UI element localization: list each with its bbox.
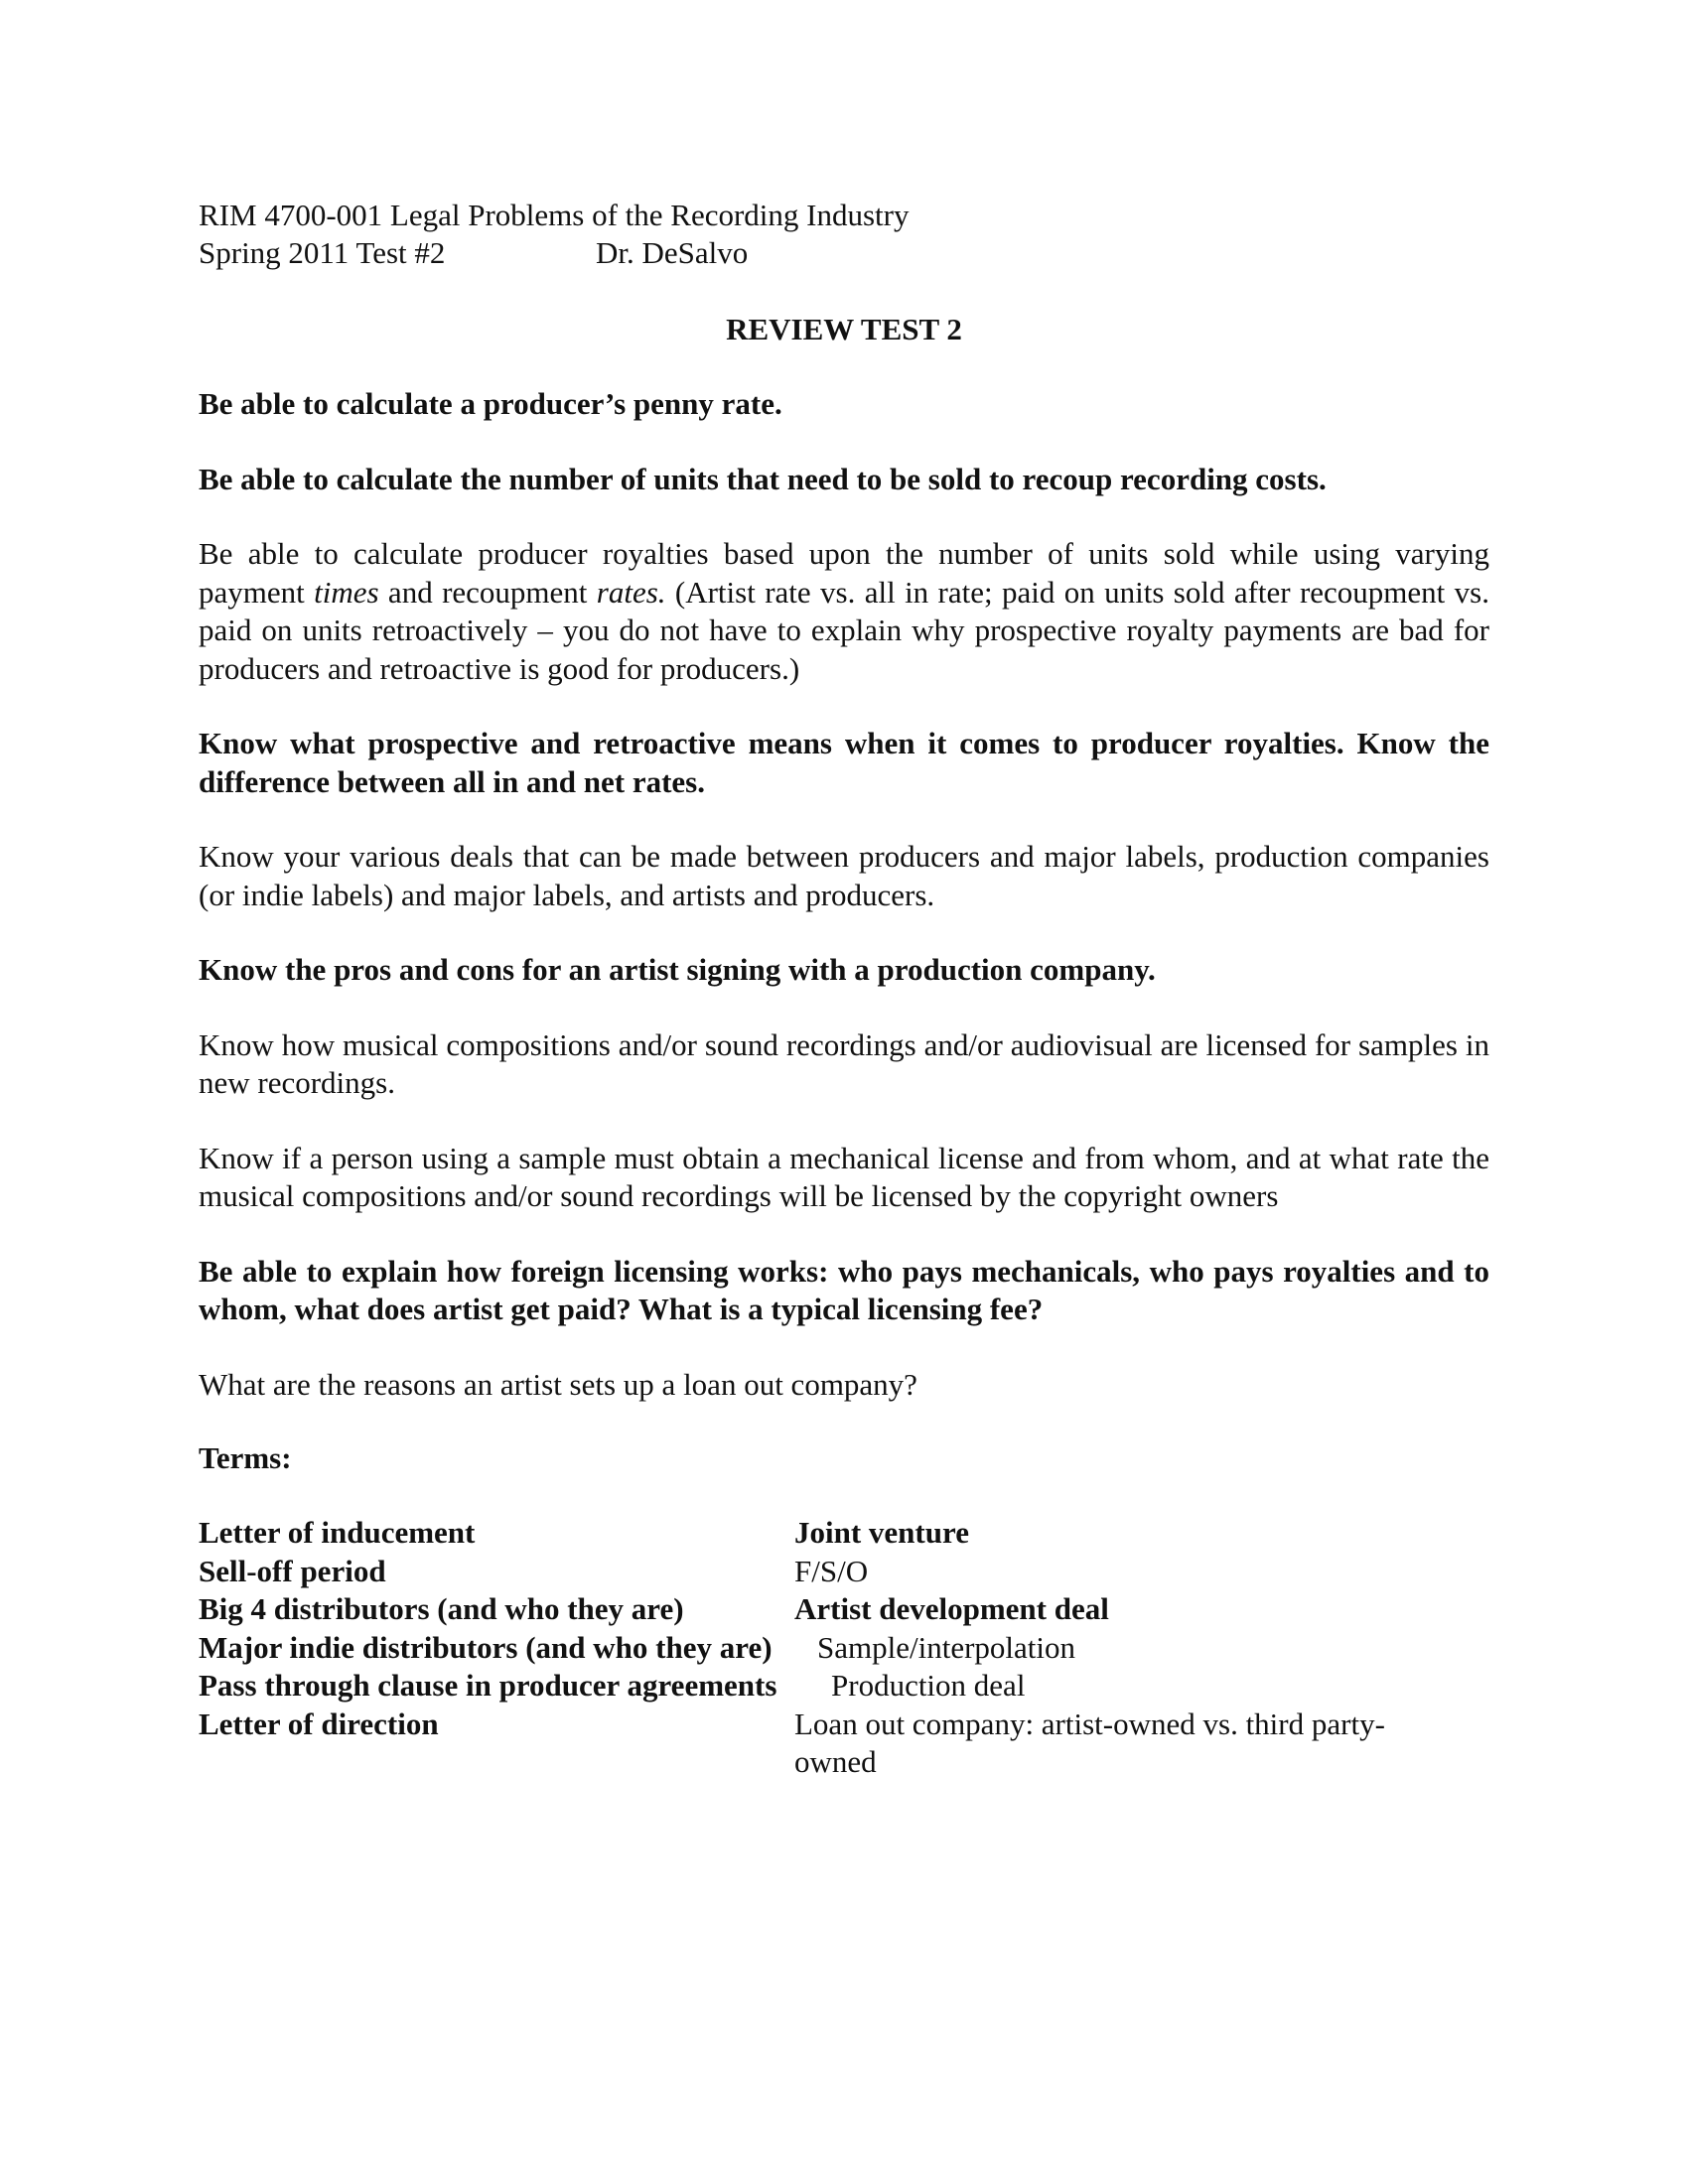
term-right: Artist development deal (794, 1591, 1109, 1626)
document-page (199, 197, 1489, 1779)
review-item-deals: Know your various deals that can be made between producers and major labels, production companies (or indie labels) and major labels, and artists and producers. (199, 839, 1489, 912)
terms-row (199, 1629, 1489, 1668)
term-right: F/S/O (794, 1553, 869, 1588)
term-right: Sample/interpolation (817, 1629, 1076, 1665)
term-right: Joint venture (794, 1515, 969, 1550)
term-left: Pass through clause in producer agreements (199, 1668, 777, 1703)
term-text: Spring 2011 Test #2 (199, 235, 446, 270)
terms-row (199, 1706, 1489, 1779)
term-left: Sell-off period (199, 1553, 386, 1588)
terms-heading: Terms: (199, 1440, 292, 1475)
course-line: RIM 4700-001 Legal Problems of the Recording Industry (199, 198, 910, 232)
terms-row (199, 1553, 1489, 1591)
review-item-sample-licensing: Know how musical compositions and/or sound recordings and/or audiovisual are licensed for samples in new recordings. (199, 1026, 1489, 1100)
terms-row (199, 1514, 1489, 1553)
review-item-prospective-retroactive: Know what prospective and retroactive means when it comes to producer royalties. Know the difference between all in and net rates. (199, 726, 1489, 799)
term-right: Production deal (831, 1668, 1026, 1703)
term-line (199, 234, 1489, 272)
p3-text-e: (Artist rate vs. all in rate; paid on units sold after recoupment vs. paid on units retroactively – you do not have to explain why prospective royalty payments are bad for producers and retroactive is good for producers.) (199, 574, 1489, 686)
term-left: Letter of inducement (199, 1515, 476, 1550)
review-item-recoup-units: Be able to calculate the number of units that need to be sold to recoup recording costs. (199, 461, 1327, 496)
p3-text-a: Be able to calculate producer royalties based upon the number of units sold while using varying payment (199, 536, 1489, 610)
terms-list (199, 1514, 1489, 1779)
review-item-production-company: Know the pros and cons for an artist signing with a production company. (199, 952, 1156, 987)
review-item-foreign-licensing: Be able to explain how foreign licensing works: who pays mechanicals, who pays royalties and to whom, what does artist get paid? What is a typical licensing fee? (199, 1253, 1489, 1326)
terms-row (199, 1590, 1489, 1629)
review-item-loan-out: What are the reasons an artist sets up a loan out company? (199, 1366, 917, 1402)
review-item-mechanical-license: Know if a person using a sample must obtain a mechanical license and from whom, and at what rate the musical compositions and/or sound recordings will be licensed by the copyright owners (199, 1140, 1489, 1213)
term-left: Major indie distributors (and who they are) (199, 1629, 773, 1665)
p3-text-c: and recoupment (378, 574, 597, 610)
term-left: Big 4 distributors (and who they are) (199, 1591, 684, 1626)
p3-text-rates: rates. (596, 574, 666, 610)
instructor-name: Dr. DeSalvo (596, 235, 749, 270)
term-left: Letter of direction (199, 1706, 439, 1741)
p3-text-times: times (314, 574, 379, 610)
review-item-producer-royalties (199, 535, 1489, 688)
page-title: REVIEW TEST 2 (726, 312, 962, 346)
terms-row (199, 1667, 1489, 1706)
review-item-penny-rate: Be able to calculate a producer’s penny rate. (199, 386, 782, 421)
term-right: Loan out company: artist-owned vs. third party-owned (794, 1706, 1385, 1779)
